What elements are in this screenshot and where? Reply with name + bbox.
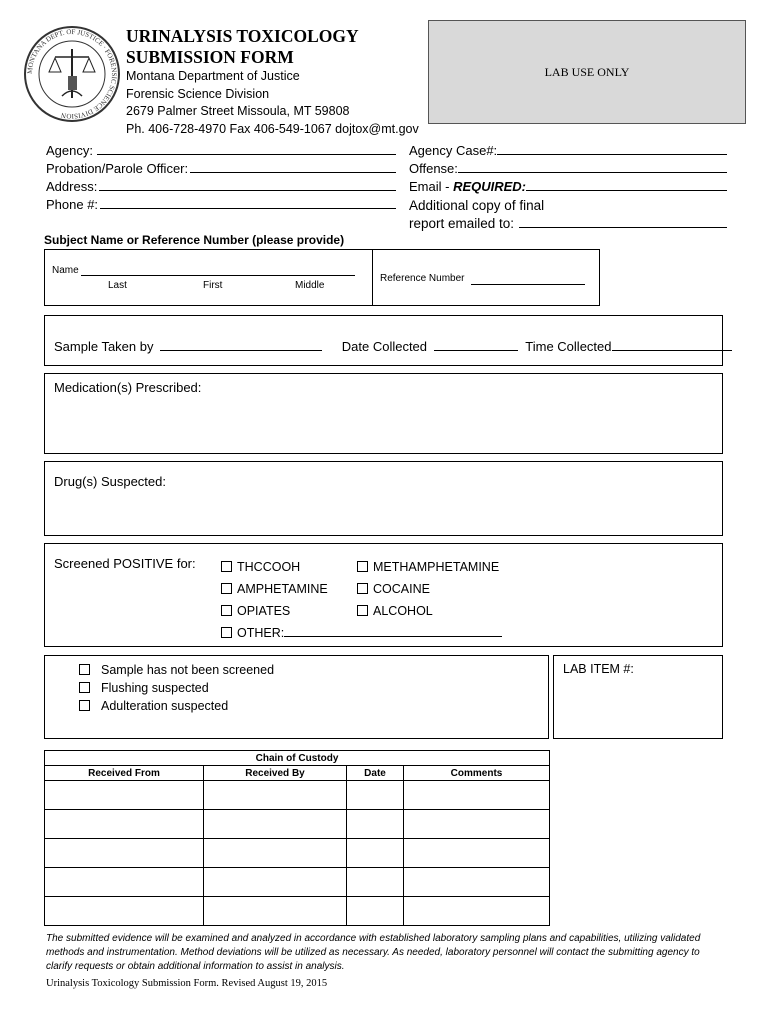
option-amphetamine[interactable]: AMPHETAMINE: [221, 578, 502, 600]
lab-use-label: LAB USE ONLY: [544, 65, 630, 79]
copy-field[interactable]: [409, 215, 727, 233]
division: Forensic Science Division: [126, 86, 270, 101]
table-row: [45, 839, 550, 868]
checkbox-icon[interactable]: [357, 583, 368, 594]
agency-info: [126, 68, 419, 138]
copy-label-1: Additional copy of final: [409, 198, 545, 213]
subject-box: [44, 249, 600, 306]
col-received-by: Received By: [204, 766, 347, 781]
screen-options-right: [357, 556, 499, 622]
checkbox-icon[interactable]: [79, 664, 90, 675]
seal-text: MONTANA DEPT. OF JUSTICE · FORENSIC SCIENCE DIVISION: [25, 27, 119, 121]
offense-label: Offense:: [409, 161, 458, 176]
address-label: Address:: [46, 179, 98, 194]
phone-field[interactable]: [46, 196, 396, 214]
agency-field[interactable]: [46, 142, 396, 160]
table-row: [45, 810, 550, 839]
checkbox-icon[interactable]: [221, 583, 232, 594]
checkbox-icon[interactable]: [221, 561, 232, 572]
option-flushing[interactable]: Flushing suspected: [79, 679, 274, 697]
checkbox-icon[interactable]: [221, 627, 232, 638]
name-middle: Middle: [295, 280, 325, 291]
case-field[interactable]: [409, 142, 727, 160]
case-input[interactable]: [497, 154, 727, 155]
taken-by-label: Sample Taken by: [54, 339, 154, 354]
email-input[interactable]: [526, 190, 727, 191]
sample-row: [54, 339, 714, 354]
phone-input[interactable]: [100, 208, 396, 209]
address-input[interactable]: [99, 190, 396, 191]
probation-label: Probation/Parole Officer:: [46, 161, 189, 176]
option-other[interactable]: OTHER:: [221, 622, 502, 644]
state-seal: [22, 24, 122, 124]
copy-input[interactable]: [519, 227, 727, 228]
date-collected-label: Date Collected: [341, 339, 428, 354]
agency-label: Agency:: [46, 143, 93, 158]
checkbox-icon[interactable]: [357, 605, 368, 616]
title-line-1: URINALYSIS TOXICOLOGY: [126, 26, 359, 46]
email-field[interactable]: [409, 178, 727, 196]
screen-label: Screened POSITIVE for:: [54, 556, 196, 571]
option-adulteration[interactable]: Adulteration suspected: [79, 697, 274, 715]
contact-fields-right: [409, 142, 727, 233]
time-collected-input[interactable]: [612, 350, 732, 351]
probation-input[interactable]: [190, 172, 396, 173]
taken-by-input[interactable]: [160, 350, 322, 351]
table-row: [45, 781, 550, 810]
option-methamphetamine[interactable]: METHAMPHETAMINE: [357, 556, 499, 578]
phone-label: Phone #:: [46, 197, 99, 212]
name-first: First: [203, 280, 223, 291]
probation-field[interactable]: [46, 160, 396, 178]
address: 2679 Palmer Street Missoula, MT 59808: [126, 104, 350, 118]
lab-use-box: [428, 20, 746, 124]
address-field[interactable]: [46, 178, 396, 196]
table-row: [45, 868, 550, 897]
other-input[interactable]: [284, 636, 502, 637]
lab-item-label: LAB ITEM #:: [563, 662, 634, 676]
checkbox-icon[interactable]: [79, 700, 90, 711]
case-label: Agency Case#:: [409, 143, 498, 158]
name-field[interactable]: [52, 265, 79, 276]
option-alcohol[interactable]: ALCOHOL: [357, 600, 499, 622]
subject-divider: [372, 249, 373, 306]
checkbox-icon[interactable]: [357, 561, 368, 572]
time-collected-label: Time Collected: [525, 339, 612, 354]
offense-field[interactable]: [409, 160, 727, 178]
option-thccooh[interactable]: THCCOOH: [221, 556, 502, 578]
contact-fields-left: [46, 142, 396, 214]
drugs-label: Drug(s) Suspected:: [54, 474, 166, 489]
checkbox-icon[interactable]: [221, 605, 232, 616]
status-options: [79, 661, 274, 715]
col-received-from: Received From: [45, 766, 204, 781]
name-input[interactable]: [81, 275, 355, 276]
col-comments: Comments: [404, 766, 550, 781]
drugs-box[interactable]: [44, 461, 723, 536]
name-last: Last: [108, 280, 127, 291]
option-opiates[interactable]: OPIATES: [221, 600, 502, 622]
chain-of-custody-table: [44, 750, 550, 926]
title-line-2: SUBMISSION FORM: [126, 47, 294, 67]
table-row: [45, 897, 550, 926]
option-cocaine[interactable]: COCAINE: [357, 578, 499, 600]
medication-label: Medication(s) Prescribed:: [54, 380, 202, 395]
seal-icon: [22, 24, 122, 124]
email-label: Email -: [409, 179, 454, 194]
agency-input[interactable]: [97, 154, 396, 155]
email-required: REQUIRED:: [453, 179, 527, 194]
reference-label: Reference Number: [380, 273, 465, 284]
checkbox-icon[interactable]: [79, 682, 90, 693]
revision-note: Urinalysis Toxicology Submission Form. Revised August 19, 2015: [46, 978, 328, 989]
copy-label-2: report emailed to:: [409, 216, 515, 231]
custody-title: Chain of Custody: [45, 751, 550, 766]
offense-input[interactable]: [458, 172, 727, 173]
name-label: Name: [52, 265, 79, 276]
subject-heading: Subject Name or Reference Number (please provide): [44, 233, 345, 247]
disclaimer: The submitted evidence will be examined and analyzed in accordance with established laboratory sampling plans and capabilities, utilizing validated methods and instrumentation. Method deviations will be utilized as necessary. As needed, laboratory personnel will contact the submitting agency to clarify requests or obtain additional information to assist in analysis.: [46, 933, 701, 972]
col-date: Date: [347, 766, 404, 781]
department: Montana Department of Justice: [126, 69, 300, 83]
reference-input[interactable]: [471, 284, 585, 285]
contact: Ph. 406-728-4970 Fax 406-549-1067 dojtox@mt.gov: [126, 121, 419, 136]
option-not-screened[interactable]: Sample has not been screened: [79, 661, 274, 679]
form-title: [126, 26, 359, 68]
date-collected-input[interactable]: [434, 350, 518, 351]
